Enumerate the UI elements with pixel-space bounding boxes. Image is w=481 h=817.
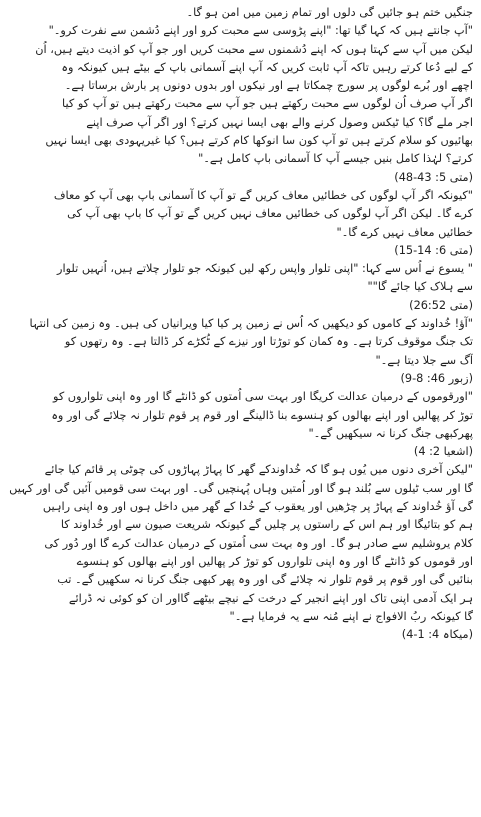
scripture-reference: (میکاہ 4: 1-4) [401, 628, 473, 642]
text-line: تک جنگ موقوف کرتا ہے۔ وہ کمان کو توڑتا اور نیزے کے ٹُکڑے کر ڈالتا ہے۔ وہ رتھوں کو [64, 335, 473, 349]
text-line: ہر ایک آدمی اپنی تاک اور اپنے انجیر کے درخت کے نیچے بیٹھے گااور ان کو کوئی نہ ڈرائے [68, 591, 473, 605]
text-line: بنائیں گی اور قوم پر قوم تلوار نہ چلائے گی اور وہ پھر کبھی جنگ کرنا نہ سکھیں گے۔ تب [57, 573, 473, 587]
scripture-reference: (زبور 46: 8-9) [400, 371, 473, 385]
text-line: "کیونکہ اگر آپ لوگوں کی خطائیں معاف کریں گے تو آپ کا آسمانی باپ بھی آپ کو معاف [53, 188, 473, 202]
text-line: اجر ملے گا؟ کیا ٹیکس وصول کرنے والے بھی ایسا نہیں کرتے؟ اور اگر آپ صرف اپنے [86, 115, 473, 129]
scripture-reference: (متی 26:52) [409, 298, 473, 312]
text-line: کلام یروشلیم سے صادر ہو گا۔ اور وہ بہت سی اُمتوں کے درمیان عدالت کرے گا اور دُور کی [44, 536, 473, 550]
text-line: گا کیونکہ ربُ الافواج نے اپنے مُنہ سے یہ فرمایا ہے۔" [229, 609, 473, 623]
text-line: ہم کو بتائیگا اور ہم اس کے راستوں پر چلیں گے کیونکہ شریعت صیون سے اور خُداوند کا [60, 518, 473, 532]
text-line: جنگیں ختم ہو جائیں گی دلوں اور تمام زمین میں امن ہو گا۔ [186, 6, 473, 19]
text-line: آگ سے جلا دیتا ہے۔" [375, 353, 473, 367]
text-line: "آپ جانتے ہیں کہ کہا گیا تھا: "اپنے پڑوسی سے محبت کرو اور اپنے دُشمن سے نفرت کرو۔" [48, 24, 473, 38]
text-line: اچھے اور بُرے لوگوں پر سورج چمکاتا ہے اور نیکوں اور بدوں دونوں پر بارش برساتا ہے۔ [64, 79, 473, 93]
text-line: " یسوع نے اُس سے کہا: "اپنی تلوار واپس رکھ لیں کیونکہ جو تلوار چلاتے ہیں، اُنہیں تلوار [57, 262, 473, 276]
text-line: سے ہلاک کیا جائے گا"" [367, 280, 473, 294]
scripture-reference: (متی 5: 43-48) [394, 170, 473, 184]
text-line: کرے گا۔ لیکن اگر آپ لوگوں کی خطائیں معاف نہیں کریں گے تو آپ کا باپ بھی آپ کی [67, 207, 473, 221]
text-line: پھرکبھی جنگ کرنا نہ سیکھیں گے۔" [308, 426, 473, 440]
text-line: اگر آپ صرف اُن لوگوں سے محبت رکھتے ہیں جو آپ سے محبت رکھتے ہیں تو آپ کو کیا [62, 97, 473, 111]
text-line: "آؤ! خُداوند کے کاموں کو دیکھیں کہ اُس نے زمین پر کیا کیا ویرانیاں کی ہیں۔ وہ زمین کی انتہا [29, 317, 473, 331]
text-line: گی آؤ خُداوند کے پہاڑ پر چڑھیں اور یعقوب کے خُدا کے گھر میں داخل ہوں اور وہ اپنی راہیں [42, 500, 473, 514]
text-line: لیکن میں آپ سے کہتا ہوں کہ اپنے دُشمنوں سے محبت کریں اور جو آپ کو اذیت دیتے ہیں، اُن [35, 42, 473, 56]
text-line: "اورقوموں کے درمیان عدالت کریگا اور بہت سی اُمتوں کو ڈانٹے گا اور وہ اپنی تلواروں کو [53, 390, 473, 404]
text-line: خطائیں معاف نہیں کرے گا۔" [336, 225, 473, 239]
text-line: بھائیوں کو سلام کرتے ہیں تو آپ کون سا انوکھا کام کرتے ہیں؟ کیا غیریہودی بھی ایسا نہیں [45, 134, 473, 148]
text-line: کرتے؟ لہٰذا کامل بنیں جیسے آپ کا آسمانی باپ کامل ہے۔" [198, 152, 473, 166]
text-line: توڑ کر پھالیں اور اپنے بھالوں کو ہنسوے بنا ڈالینگے اور قوم پر قوم تلوار نہ چلائے گی اور وہ [51, 408, 473, 422]
scripture-reference: (اشعیا 2: 4) [413, 445, 473, 459]
scripture-reference: (متی 6: 14-15) [394, 243, 473, 257]
text-line: گا اور سب ٹیلوں سے بُلند ہو گا اور اُمتیں وہاں پُہنچیں گی۔ اور بہت سی قومیں آئیں گی اور کہیں [9, 481, 473, 495]
text-line: کے لیے دُعا کرتے رہیں تاکہ آپ ثابت کریں کہ آپ اپنے آسمانی باپ کے بیٹے ہیں کیونکہ وہ [61, 60, 473, 74]
text-line: اور قوموں کو ڈانٹے گا اور وہ اپنی تلواروں کو توڑ کر پھالیں اور اپنے بھالوں کو ہنسوے [76, 554, 473, 568]
text-line: "لیکن آخری دنوں میں یُوں ہو گا کہ خُداوندکے گھر کا پہاڑ پہاڑوں کی چوٹی پر قائم کیا جائے [44, 463, 473, 477]
